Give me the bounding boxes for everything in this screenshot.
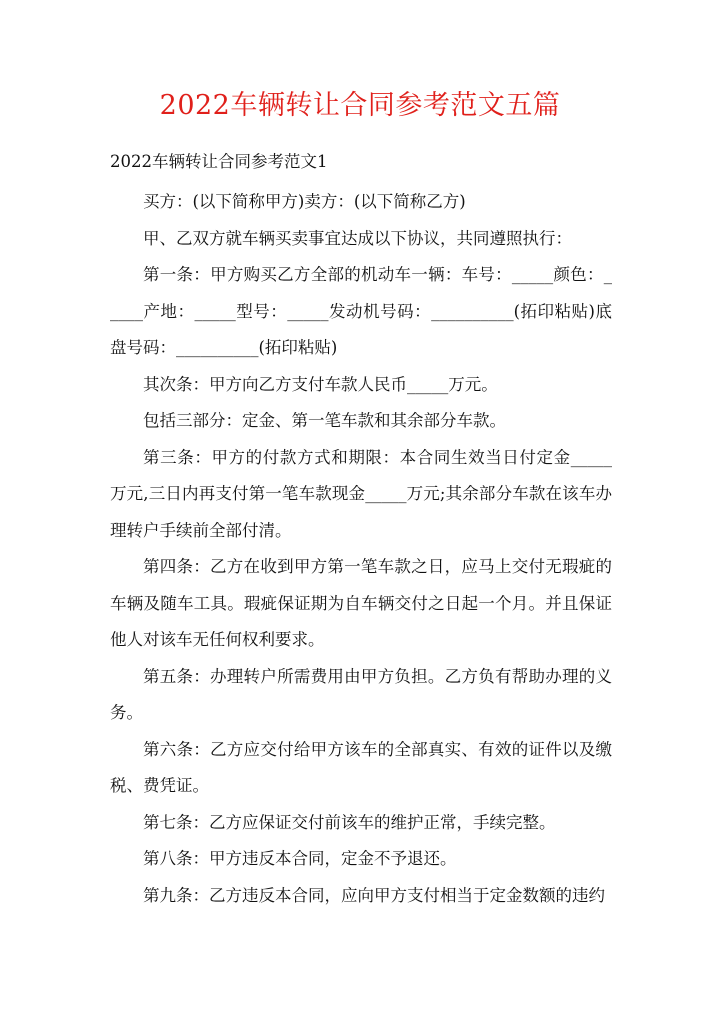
section-heading: 2022车辆转让合同参考范文1 (110, 152, 328, 171)
paragraph-article-7: 第七条：乙方应保证交付前该车的维护正常，手续完整。 (143, 812, 556, 832)
paragraph-parties: 买方：(以下简称甲方)卖方：(以下简称乙方) (143, 192, 466, 211)
paragraph-article-1: 第一条：甲方购买乙方全部的机动车一辆：车号：_____颜色：_____产地：_____型号：_____发动机号码：__________(拓印粘贴)底盘号码：__________(拓印粘贴) (110, 265, 612, 357)
paragraph-payment-parts: 包括三部分：定金、第一笔车款和其余部分车款。 (143, 411, 506, 430)
paragraph-article-5: 第五条：办理转户所需费用由甲方负担。乙方负有帮助办理的义务。 (110, 666, 612, 722)
paragraph-article-8: 第八条：甲方违反本合同，定金不予退还。 (143, 849, 457, 868)
paragraph-agreement: 甲、乙双方就车辆买卖事宜达成以下协议，共同遵照执行： (143, 228, 572, 248)
contract-body (110, 184, 612, 914)
paragraph-article-6: 第六条：乙方应交付给甲方该车的全部真实、有效的证件以及缴税、费凭证。 (110, 739, 612, 795)
document-title: 2022车辆转让合同参考范文五篇 (159, 90, 561, 121)
paragraph-article-9: 第九条：乙方违反本合同，应向甲方支付相当于定金数额的违约 (143, 885, 605, 905)
paragraph-article-3: 第三条：甲方的付款方式和期限：本合同生效当日付定金_____万元,三日内再支付第一笔车款现金_____万元;其余部分车款在该车办理转户手续前全部付清。 (110, 447, 612, 540)
paragraph-article-2: 其次条：甲方向乙方支付车款人民币_____万元。 (143, 374, 498, 394)
paragraph-article-4: 第四条：乙方在收到甲方第一笔车款之日，应马上交付无瑕疵的车辆及随车工具。瑕疵保证期为自车辆交付之日起一个月。并且保证他人对该车无任何权利要求。 (110, 557, 612, 649)
